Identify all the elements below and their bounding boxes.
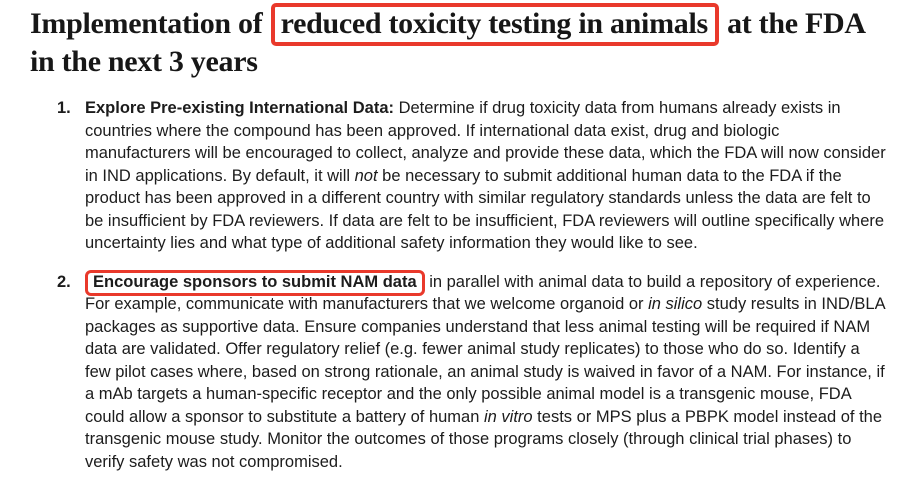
item-2-text-a: in parallel with animal data to build a repository of experience. For example, communicate with manufacturers that we welcome organoid or [85, 272, 881, 313]
numbered-list [57, 97, 889, 473]
title-line-1 [30, 7, 866, 40]
item-1-text-a: Determine if drug toxicity data from humans already exists in countries where the compound has been approved. If international data exist, drug and biologic manufacturers will be encouraged to collect, analyze and provide these data, which the FDA will now consider in IND applications. By default, it will [85, 99, 886, 185]
title-annotation-box [271, 3, 719, 46]
item-2-body [85, 271, 889, 474]
item-2-italic-b: in vitro [483, 407, 533, 426]
list-item-2 [57, 271, 889, 474]
title-highlighted-text: reduced toxicity testing in animals [280, 7, 708, 40]
item-2-lead: Encourage sponsors to submit NAM data [93, 272, 417, 291]
title-line-2: in the next 3 years [30, 45, 258, 78]
list-item-1 [57, 97, 889, 255]
item-2-text-b: study results in IND/BLA packages as supportive data. Ensure companies understand that less animal testing will be required if NAM data are validated. Offer regulatory relief (e.g. fewer animal study replicates) to those who do so. Identify a few pilot cases where, based on strong rationale, an animal study is waived in favor of a NAM. For instance, if a mAb targets a human-specific receptor and the only possible animal model is a transgenic mouse, FDA could allow a sponsor to substitute a battery of human [85, 295, 885, 426]
item-2-annotation-box [85, 270, 425, 296]
item-1-body [85, 97, 889, 255]
title-post-text: at the FDA [727, 7, 866, 40]
page-title [30, 5, 911, 81]
item-1-text-b: be necessary to submit additional human data to the FDA if the product has been approved in a different country with similar regulatory standards unless the data are felt to be insufficient by FDA reviewers. If data are felt to be insufficient, FDA reviewers will outline specifically where uncertainty lies and what type of additional safety information they would like to see. [85, 166, 885, 252]
item-1-lead: Explore Pre-existing International Data: [85, 99, 394, 117]
title-pre-text: Implementation of [30, 7, 263, 40]
item-2-italic-a: in silico [648, 295, 703, 313]
item-2-text-c: tests or MPS plus a PBPK model instead of the transgenic mouse study. Monitor the outcomes of those programs closely (through clinical trial phases) to verify safety was not compromised. [85, 407, 883, 471]
item-2-number: 2. [57, 272, 71, 291]
item-1-number: 1. [57, 99, 71, 117]
item-1-italic-a: not [354, 166, 378, 185]
